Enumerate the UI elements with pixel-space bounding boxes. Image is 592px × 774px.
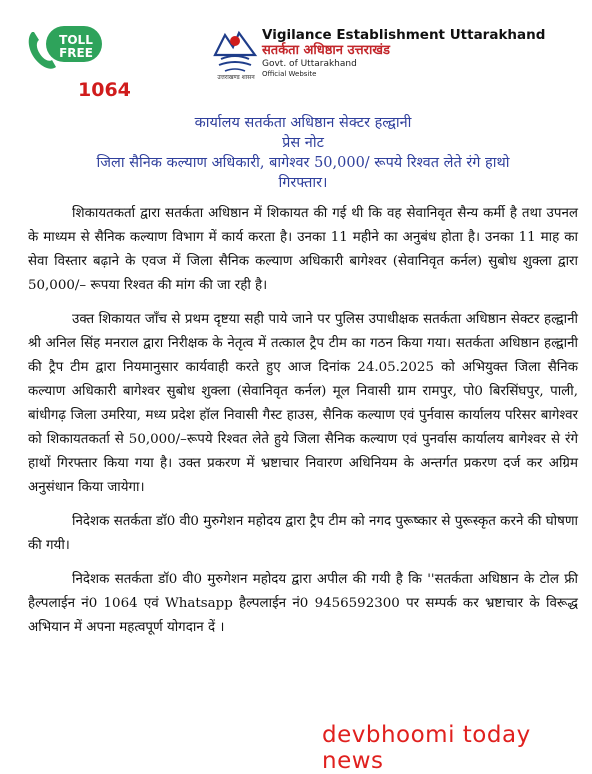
toll-free-badge bbox=[22, 20, 104, 76]
press-note-title-block bbox=[30, 113, 576, 193]
paragraph-complaint: शिकायतकर्ता द्वारा सतर्कता अधिष्ठान में शिकायत की गई थी कि वह सेवानिवृत सैन्य कर्मी है तथा उपनल के माध्यम से सैनिक कल्याण विभाग में कार्य करता है। उनका 11 महीने का अनुबंध होता है। उनका 11 माह का सेवा विस्तार बढ़ाने के एवज में जिला सैनिक कल्याण अधिकारी बागेश्वर (सेवानिवृत कर्नल) सुबोध शुक्ला द्वारा 50,000/– रूपया रिश्वत की मांग की जा रही है। bbox=[28, 206, 578, 293]
org-name-block bbox=[262, 27, 545, 79]
emblem-caption: उत्तराखण्ड शासन bbox=[217, 74, 255, 81]
paragraph-trap-action: उक्त शिकायत जाँच से प्रथम दृष्टया सही पाये जाने पर पुलिस उपाधीक्षक सतर्कता अधिष्ठान सेक्टर हल्द्वानी श्री अनिल सिंह मनराल द्वारा निरीक्षक के नेतृत्व में तत्काल ट्रैप टीम का गठन किया गया। सतर्कता अधिष्ठान हल्द्वानी की ट्रैप टीम द्वारा नियमानुसार कार्यवाही करते हुए आज दिनांक 24.05.2025 को अभियुक्त जिला सैनिक कल्याण अधिकारी बागेश्वर सुबोध शुक्ला (सेवानिवृत कर्नल) मूल निवासी ग्राम रामपुर, पो0 बिरसिंघपुर, पाली, बांधीगढ़ जिला उमरिया, मध्य प्रदेश हॉल निवासी गैस्ट हाउस, सैनिक कल्याण एवं पुर्नवास कार्यालय परिसर बागेश्वर को शिकायतकर्ता से 50,000/–रूपये रिश्वत लेते हुये जिला सैनिक कल्याण एवं पुनर्वास कार्यालय बागेश्वर से रंगे हाथों गिरफ्तार किया गया है। उक्त प्रकरण में भ्रष्टाचार निवारण अधिनियम के अन्तर्गत प्रकरण दर्ज कर अग्रिम अनुसंधान किया जायेगा। bbox=[28, 312, 578, 495]
org-name-english: Vigilance Establishment Uttarakhand bbox=[262, 27, 546, 43]
news-watermark: devbhoomi today news bbox=[322, 722, 531, 774]
toll-free-label: TOLL FREE bbox=[59, 33, 93, 60]
paragraph-reward: निदेशक सतर्कता डॉ0 वी0 मुरुगेशन महोदय द्वारा ट्रैप टीम को नगद पुरूष्कार से पुरूस्कृत करने की घोषणा की गयी। bbox=[28, 514, 578, 553]
press-note-body bbox=[28, 202, 578, 650]
helpline-number: 1064 bbox=[78, 79, 131, 101]
press-note-label: प्रेस नोट bbox=[282, 135, 324, 151]
org-name-hindi: सतर्कता अधिष्ठान उत्तराखंड bbox=[262, 43, 390, 58]
office-title: कार्यालय सतर्कता अधिष्ठान सेक्टर हल्द्वानी bbox=[194, 115, 412, 131]
headline-line-2: गिरफ्तार। bbox=[278, 175, 328, 191]
website-label: Official Website bbox=[262, 70, 317, 78]
paragraph-appeal: निदेशक सतर्कता डॉ0 वी0 मुरुगेशन महोदय द्वारा अपील की गयी है कि ''सतर्कता अधिष्ठान के टोल फ्री हैल्पलाईन नं0 1064 एवं Whatsapp हैल्पलाईन नं0 9456592300 पर सम्पर्क कर भ्रष्टाचार के विरूद्ध अभियान में अपना महत्वपूर्ण योगदान दें । bbox=[28, 572, 578, 635]
headline-line-1: जिला सैनिक कल्याण अधिकारी, बागेश्वर 50,000/ रूपये रिश्वत लेते रंगे हाथो bbox=[96, 155, 510, 171]
govt-label: Govt. of Uttarakhand bbox=[262, 59, 357, 69]
